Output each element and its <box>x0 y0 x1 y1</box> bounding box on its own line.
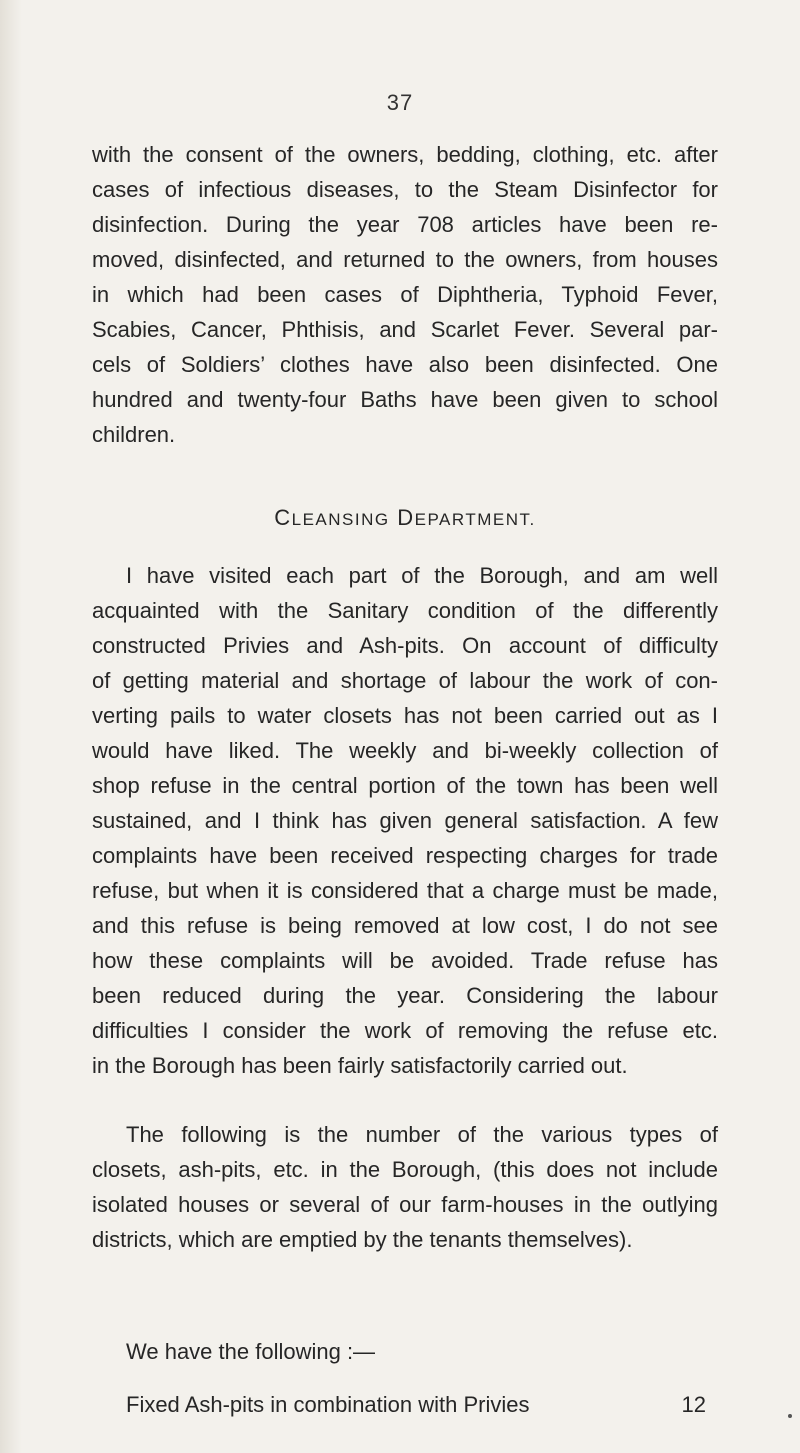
text-line: We have the following :— <box>126 1339 376 1364</box>
text-line: constructed Privies and Ash-pits. On account of difficulty <box>92 633 718 658</box>
text-line: and this refuse is being removed at low cost, I do not see <box>92 913 718 938</box>
text-line: in which had been cases of Diphtheria, Typhoid Fever, <box>92 282 718 307</box>
text-line: shop refuse in the central portion of the town has been well <box>92 773 718 798</box>
text-line: cases of infectious diseases, to the Steam Disinfector for <box>92 177 718 202</box>
heading-word1-cap: C <box>274 505 292 530</box>
text-line: been reduced during the year. Considering the labour <box>92 983 718 1008</box>
text-line: how these complaints will be avoided. Trade refuse has <box>92 948 718 973</box>
text-line: of getting material and shortage of labour the work of con- <box>92 668 718 693</box>
text-line: districts, which are emptied by the tenants themselves). <box>92 1227 633 1252</box>
table-row-label: Fixed Ash-pits in combination with Privies <box>126 1392 530 1417</box>
text-line: complaints have been received respecting charges for trade <box>92 843 718 868</box>
table-row-value: 12 <box>681 1392 706 1417</box>
text-line: I have visited each part of the Borough, and am well <box>126 563 718 588</box>
heading-word2-cap: D <box>397 505 415 530</box>
text-line: refuse, but when it is considered that a charge must be made, <box>92 878 718 903</box>
text-line: The following is the number of the various types of <box>126 1122 718 1147</box>
text-line: verting pails to water closets has not been carried out as I <box>92 703 718 728</box>
paragraph-cleansing <box>92 558 718 1083</box>
text-line: closets, ash-pits, etc. in the Borough, (this does not include <box>92 1157 718 1182</box>
paragraph-following <box>92 1334 718 1369</box>
margin-dot <box>788 1414 792 1418</box>
text-line: hundred and twenty-four Baths have been given to school <box>92 387 718 412</box>
text-line: sustained, and I think has given general satisfaction. A few <box>92 808 718 833</box>
paragraph-disinfection <box>92 137 718 452</box>
heading-word2-rest: EPARTMENT. <box>414 510 536 529</box>
text-line: difficulties I consider the work of removing the refuse etc. <box>92 1018 718 1043</box>
text-line: cels of Soldiers’ clothes have also been disinfected. One <box>92 352 718 377</box>
text-line: moved, disinfected, and returned to the owners, from houses <box>92 247 718 272</box>
text-line: Scabies, Cancer, Phthisis, and Scarlet Fever. Several par- <box>92 317 718 342</box>
heading-word1-rest: LEANSING <box>291 510 390 529</box>
table-row <box>126 1387 718 1422</box>
text-line: isolated houses or several of our farm-houses in the outlying <box>92 1192 718 1217</box>
page-edge-shadow <box>0 0 22 1453</box>
text-line: would have liked. The weekly and bi-weekly collection of <box>92 738 718 763</box>
section-heading-cleansing-department <box>92 505 718 531</box>
text-line: in the Borough has been fairly satisfactorily carried out. <box>92 1053 628 1078</box>
text-line: acquainted with the Sanitary condition of the differently <box>92 598 718 623</box>
text-line: with the consent of the owners, bedding, clothing, etc. after <box>92 142 718 167</box>
text-line: disinfection. During the year 708 articles have been re- <box>92 212 718 237</box>
paragraph-closet-types <box>92 1117 718 1257</box>
text-line: children. <box>92 422 176 447</box>
page-number: 37 <box>386 90 414 115</box>
